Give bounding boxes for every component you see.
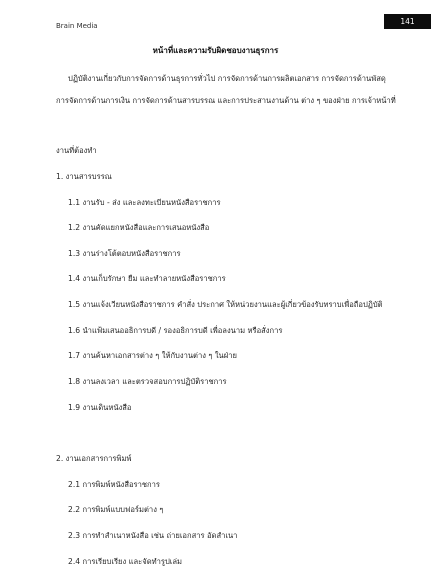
list-item: 1.6 นำแฟ้มเสนออธิการบดี / รองอธิการบดี เพื่อลงนาม หรือสั่งการ (68, 326, 283, 335)
list-item: 1.5 งานแจ้งเวียนหนังสือราชการ คำสั่ง ประกาศ ให้หน่วยงานและผู้เกี่ยวข้องรับทราบเพื่อถือปฏิบัติ (68, 300, 383, 309)
list-item: 1.2 งานคัดแยกหนังสือและการเสนอหนังสือ (68, 223, 210, 232)
intro-line-1: ปฏิบัติงานเกี่ยวกับการจัดการด้านธุรการทั่วไป การจัดการด้านการผลิตเอกสาร การจัดการด้านพัสดุ (68, 74, 386, 83)
list-item: 1.1 งานรับ - ส่ง และลงทะเบียนหนังสือราชการ (68, 198, 221, 207)
list-item: 1.3 งานร่างโต้ตอบหนังสือราชการ (68, 249, 181, 258)
list-item: 2.1 การพิมพ์หนังสือราชการ (68, 480, 160, 489)
list-item: 2.3 การทำสำเนาหนังสือ เช่น ถ่ายเอกสาร อัดสำเนา (68, 531, 238, 540)
list-item: 1.9 งานเดินหนังสือ (68, 403, 132, 412)
list-item: 2.4 การเรียบเรียง และจัดทำรูปเล่ม (68, 557, 183, 566)
page-number-badge: 141 (384, 14, 431, 29)
intro-line-2: การจัดการด้านการเงิน การจัดการด้านสารบรรณ และการประสานงานด้าน ต่าง ๆ ของฝ่าย การเจ้าหน้าที่ (56, 96, 396, 105)
list-item: 1.4 งานเก็บรักษา ยืม และทำลายหนังสือราชการ (68, 274, 226, 283)
list-item: 1.8 งานลงเวลา และตรวจสอบการปฏิบัติราชการ (68, 377, 227, 386)
document-title: หน้าที่และความรับผิดชอบงานธุรการ (152, 46, 279, 55)
tasks-heading: งานที่ต้องทำ (56, 146, 97, 155)
list-item: 2.2 การพิมพ์แบบฟอร์มต่าง ๆ (68, 505, 164, 514)
list-item: 1.7 งานค้นหาเอกสารต่าง ๆ ให้กับงานต่าง ๆ ในฝ่าย (68, 351, 237, 360)
section-heading-1: 1. งานสารบรรณ (56, 172, 112, 181)
publisher-header: Brain Media (56, 22, 98, 30)
section-heading-2: 2. งานเอกสารการพิมพ์ (56, 454, 132, 463)
